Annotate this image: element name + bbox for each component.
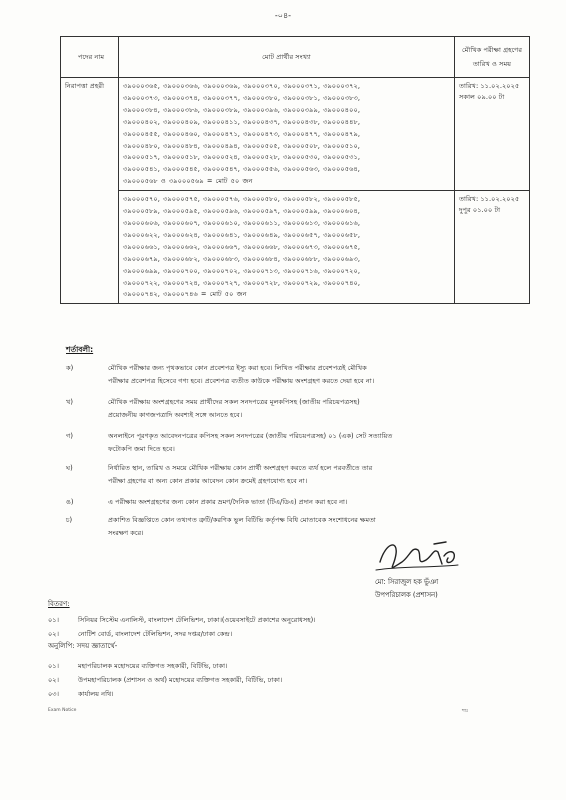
- candidate-line: ৩৯০০০৬৬১, ৩৯০০০৬৬২, ৩৯০০০৬৬৭, ৩৯০০০৬৬৮, ৩৯০০০৬৭৩, ৩৯০০০৬৭৫,: [123, 242, 361, 251]
- item-number: ০১।: [48, 662, 59, 670]
- candidate-line: ৩৯০০০৭২২, ৩৯০০০৭২৪, ৩৯০০০৭২৭, ৩৯০০০৭২৮, ৩৯০০০৭২৯, ৩৯০০০৭৪০,: [123, 278, 361, 287]
- interview-time: দুপুর ০১.০০ টা: [459, 206, 501, 215]
- condition-item: [66, 496, 531, 509]
- condition-item: [66, 430, 531, 456]
- condition-line: প্রয়োজনীয় কাগজপত্রাদি অবশ্যই সঙ্গে আনতে হবে।: [108, 411, 243, 419]
- item-number: ০২।: [48, 676, 59, 684]
- copy-item: [48, 674, 282, 686]
- condition-item: [66, 462, 531, 488]
- condition-line: মৌখিক পরীক্ষায় অংশগ্রহণের সময় প্রার্থীদের সকল সনদপত্রের মূলকপিসহ (জাতীয় পরিচয়পত্রসহ): [108, 398, 360, 406]
- distribution-item: [48, 628, 232, 640]
- condition-line: নির্ধারিত স্থান, তারিখ ও সময়ে মৌখিক পরীক্ষায় কোন প্রার্থী অংশগ্রহণ করতে ব্যর্থ হলে পরবর্তীতে তার: [108, 464, 373, 472]
- schedule-1: [455, 78, 530, 191]
- item-number: ০১।: [48, 616, 59, 624]
- distribution-item: [48, 614, 316, 626]
- schedule-2: [455, 191, 530, 304]
- candidate-line: ৩৯০০০৫১৭, ৩৯০০০৫১৮, ৩৯০০০৫২৪, ৩৯০০০৫২৮, ৩৯০০০৫৩০, ৩৯০০০৫৩১,: [123, 153, 360, 162]
- post-name: নিরাপত্তা প্রহরী: [61, 78, 119, 304]
- condition-key: ঘ): [66, 464, 73, 472]
- candidate-line: ৩৯০০০৪৮০, ৩৯০০০৪৮৪, ৩৯০০০৪৯৪, ৩৯০০০৫০৫, ৩৯০০০৫০৮, ৩৯০০০৫১০,: [123, 141, 360, 150]
- distribution-title: বিতরণ:: [48, 600, 70, 608]
- condition-key: খ): [66, 398, 73, 406]
- condition-key: ঙ): [66, 498, 74, 506]
- item-text: মহাপরিচালক মহোদয়ের ব্যক্তিগত সহকারী, বিটিভি, ঢাকা।: [78, 662, 228, 670]
- candidate-list-2: [119, 191, 455, 304]
- condition-line: অনলাইনে পূরণকৃত আবেদনপত্রের কপিসহ সকল সনদপত্রের (জাতীয় পরিচয়পত্রসহ) ০১ (এক) সেট সত্যায়িত: [108, 432, 393, 440]
- condition-key: চ): [66, 516, 73, 524]
- table-row: [61, 78, 530, 191]
- condition-item: [66, 362, 531, 388]
- copy-item: [48, 688, 114, 700]
- header-candidates: মোট প্রার্থীর সংখ্যা: [119, 37, 455, 78]
- header-date: মৌখিক পরীক্ষা গ্রহণের তারিখ ও সময়: [455, 37, 530, 78]
- condition-item: [66, 396, 531, 422]
- item-text: নোটিশ বোর্ড, বাংলাদেশ টেলিভিশন, সদর দপ্তর/ঢাকা কেন্দ্র।: [78, 630, 233, 638]
- condition-line: পরীক্ষা গ্রহণের বা অন্য কোন প্রকার আবেদন কোন ক্রমেই গ্রহণযোগ্য হবে না।: [108, 477, 308, 485]
- candidate-line: ৩৯০০০৩৭৩, ৩৯০০০৩৭৪, ৩৯০০০৩৭৭, ৩৯০০০৩৮০, ৩৯০০০৩৮১, ৩৯০০০৩৮৩,: [123, 93, 360, 102]
- page-number: -০৪-: [274, 11, 292, 20]
- item-number: ০২।: [48, 630, 59, 638]
- table-row: [61, 191, 530, 304]
- condition-line: পরীক্ষার প্রবেশপত্র হিসেবে গণ্য হবে। প্রবেশপত্র ব্যতীত কাউকে পরীক্ষায় অংশগ্রহণ করতে দেয়া হবে না।: [108, 377, 375, 385]
- candidate-line: ৩৯০০০৬২২, ৩৯০০০৬২৪, ৩৯০০০৬৪১, ৩৯০০০৬৪৯, ৩৯০০০৬৫৭, ৩৯০০০৬৫৮,: [123, 230, 360, 239]
- candidate-line: ৩৯০০০৩৬৫, ৩৯০০০৩৬৬, ৩৯০০০৩৬৯, ৩৯০০০৩৭০, ৩৯০০০৩৭১, ৩৯০০০৩৭২,: [123, 82, 361, 90]
- candidate-line: ৩৯০০০৬৭৯, ৩৯০০০৬৮২, ৩৯০০০৬৮৩, ৩৯০০০৬৮৪, ৩৯০০০৬৮৮, ৩৯০০০৬৯৩,: [123, 254, 360, 263]
- item-text: কার্যালয় নথি।: [78, 690, 114, 698]
- candidate-line: ৩৯০০০৫৮৯, ৩৯০০০৫৯৫, ৩৯০০০৫৯৬, ৩৯০০০৫৯৭, ৩৯০০০৫৯৯, ৩৯০০০৬০৪,: [123, 207, 360, 216]
- interview-date: তারিখ: ১১.০২.২০২৫: [459, 195, 520, 204]
- candidate-line: ৩৯০০০৫৭০, ৩৯০০০৫৭৫, ৩৯০০০৫৭৬, ৩৯০০০৫৮০, ৩৯০০০৫৮২, ৩৯০০০৫৮৫,: [123, 195, 360, 204]
- conditions-title: শর্তাবলী:: [66, 345, 94, 354]
- signatory-name: মো: সিরাজুল হক ভুঁঞা: [375, 578, 439, 586]
- candidates-table: [60, 36, 530, 304]
- signatory-designation: উপপরিচালক (প্রশাসন): [375, 591, 438, 599]
- candidate-line: ৩৯০০০৪৫৫, ৩৯০০০৪৬০, ৩৯০০০৪৭১, ৩৯০০০৪৭৩, ৩৯০০০৪৭৭, ৩৯০০০৪৭৯,: [123, 129, 360, 138]
- footer-note: Exam Notice: [48, 708, 77, 713]
- item-number: ০৩।: [48, 690, 59, 698]
- condition-key: গ): [66, 432, 73, 440]
- candidate-line: ৩৯০০০৬০৬, ৩৯০০০৬০৭, ৩৯০০০৬১০, ৩৯০০০৬১১, ৩৯০০০৬১৩, ৩৯০০০৬১৬,: [123, 218, 360, 227]
- copy-item: [48, 660, 227, 672]
- interview-time: সকাল ০৯.০০ টা: [459, 93, 505, 101]
- condition-key: ক): [66, 364, 74, 372]
- table-header-row: [61, 37, 530, 78]
- candidate-list-1: [119, 78, 455, 191]
- item-text: উপমহাপরিচালক (প্রশাসন ও অর্থ) মহোদয়ের ব্যক্তিগত সহকারী, বিটিভি, ঢাকা।: [78, 676, 283, 684]
- item-text: সিনিয়র সিস্টেম এনালিস্ট, বাংলাদেশ টেলিভিশন, ঢাকা।(ওয়েবসাইটে প্রকাশের অনুরোধসহ)।: [78, 616, 316, 624]
- candidate-total: ৩৯০০০৫৬৮ ও ৩৯০০০৫৬৯ = মোট ৫০ জন: [123, 177, 253, 186]
- candidate-total: ৩৯০০০৭৪২, ৩৯০০০৭৪৬ = মোট ৫০ জন: [123, 290, 247, 299]
- condition-line: ফটোকপি জমা দিতে হবে।: [108, 445, 175, 453]
- handwritten-signature: [372, 532, 462, 576]
- copy-title: অনুলিপি: সদয় জ্ঞাতার্থে-: [48, 642, 118, 650]
- candidate-line: ৩৯০০০৩৮৪, ৩৯০০০৩৮৬, ৩৯০০০৩৮৯, ৩৯০০০৩৯৬, ৩৯০০০৩৯৯, ৩৯০০০৪০০,: [123, 105, 360, 114]
- header-post: পদের নাম: [61, 37, 119, 78]
- candidate-line: ৩৯০০০৪০২, ৩৯০০০৪০৯, ৩৯০০০৪১১, ৩৯০০০৪৩৭, ৩৯০০০৪৩৮, ৩৯০০০৪৪৮,: [123, 117, 360, 126]
- condition-line: প্রকাশিত বিজ্ঞপ্তিতে কোন তথ্যগত ত্রুটি/করণিক ভুল বিটিভি কর্তৃপক্ষ বিধি মোতাবেক সংশোধনের ক্ষমতা: [108, 516, 376, 524]
- condition-line: সংরক্ষণ করে।: [108, 529, 144, 537]
- interview-date: তারিখ: ১১.০২.২০২৫: [459, 82, 520, 90]
- condition-line: মৌখিক পরীক্ষার জন্য পৃথকভাবে কোন প্রবেশপত্র ইস্যু করা হবে। লিখিত পরীক্ষার প্রবেশপত্রই মৌখিক: [108, 364, 367, 372]
- candidate-line: ৩৯০০০৫৪১, ৩৯০০০৫৪৫, ৩৯০০০৫৪৭, ৩৯০০০৫৫৬, ৩৯০০০৫৬৩, ৩৯০০০৫৬৪,: [123, 165, 360, 174]
- signatory: [375, 576, 438, 602]
- condition-line: এ পরীক্ষায় অংশগ্রহণের জন্য কোন প্রকার ভ্রমণ/দৈনিক ভাতা (টিএ/ডিএ) প্রদান করা হবে না।: [108, 498, 348, 506]
- candidate-line: ৩৯০০০৬৯৯, ৩৯০০০৭০০, ৩৯০০০৭০২, ৩৯০০০৭১৩, ৩৯০০০৭১৬, ৩৯০০০৭২০,: [123, 266, 361, 275]
- footer-initials: শাঃ: [462, 709, 469, 714]
